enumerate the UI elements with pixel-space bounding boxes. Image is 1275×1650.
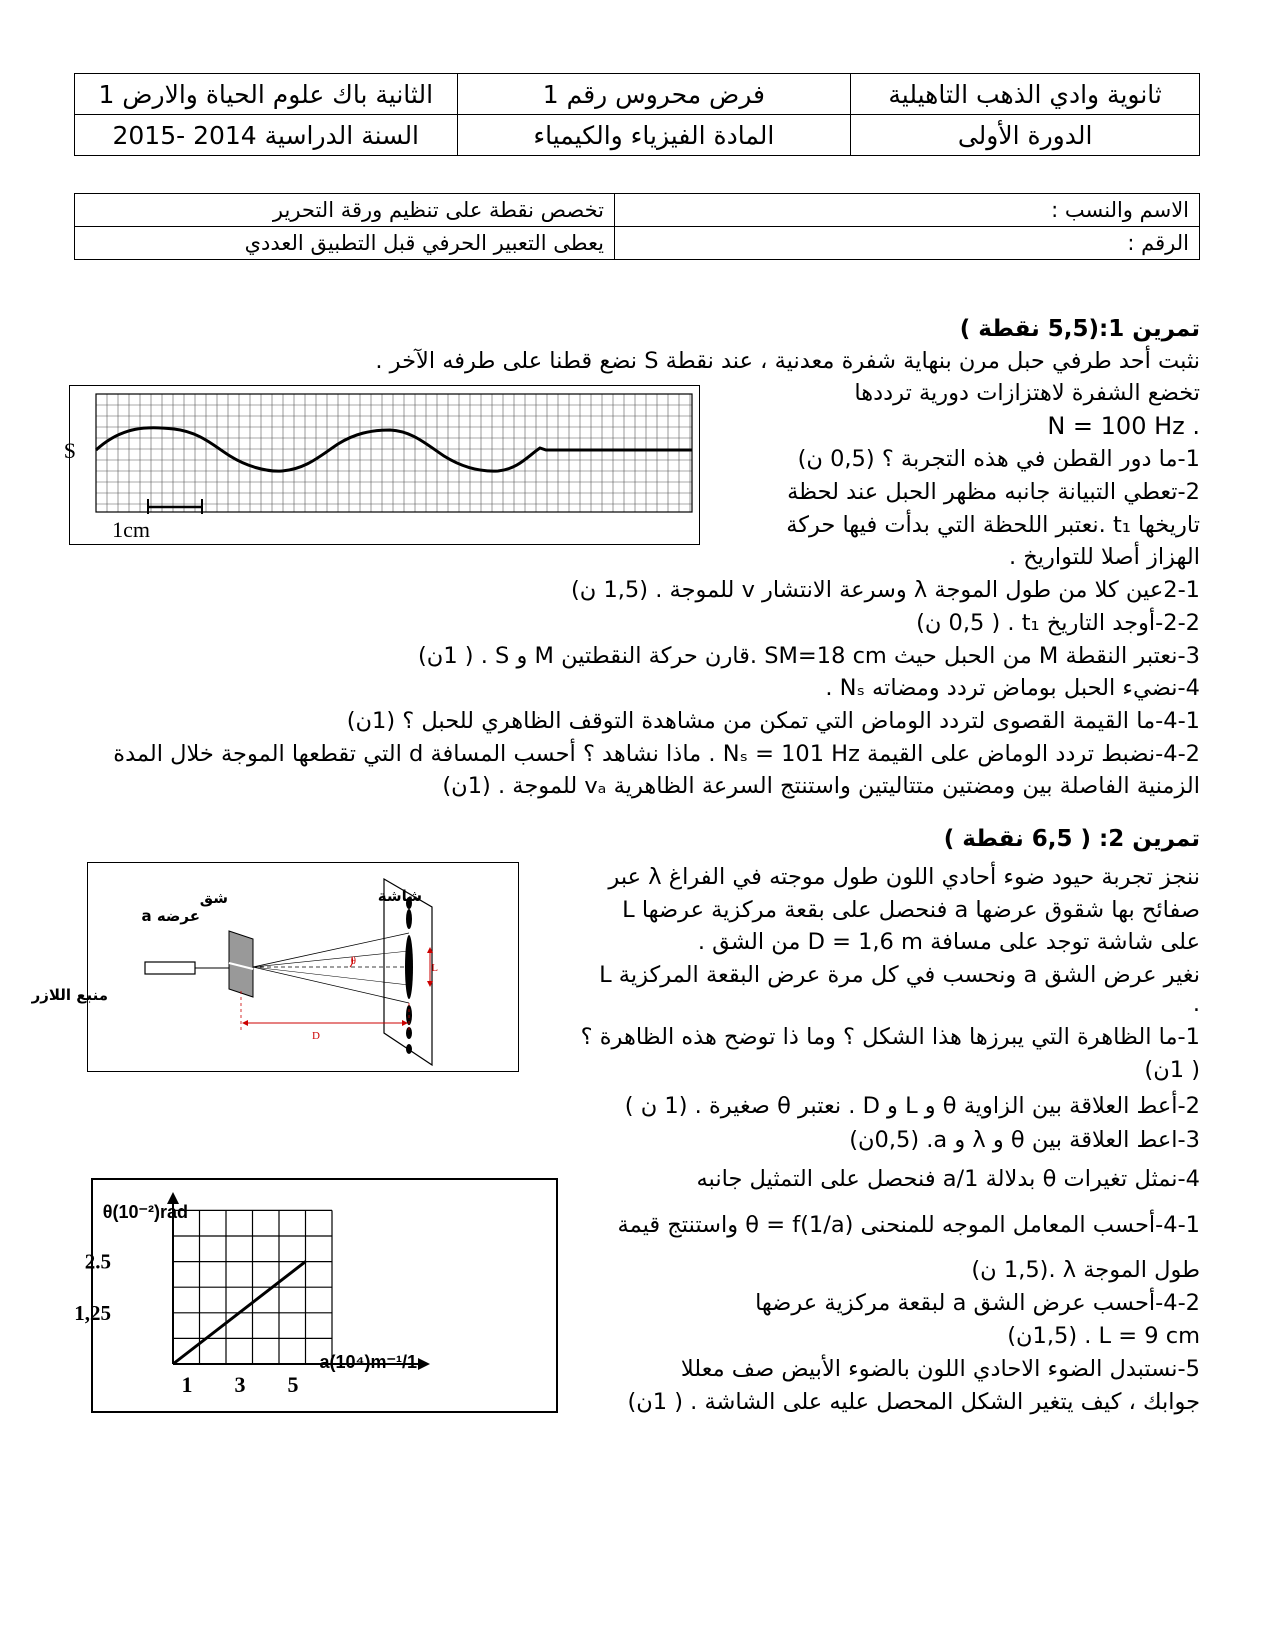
- note-literal-expression: يعطى التعبير الحرفي قبل التطبيق العددي: [75, 227, 615, 260]
- source-point-label: S: [63, 438, 76, 463]
- ex2-line: 4-نمثل تغيرات θ بدلالة 1/a فنحصل على التمثيل جانبه: [696, 1166, 1200, 1192]
- name-field-label: الاسم والنسب :: [615, 194, 1200, 227]
- laser-label: منبع اللازر: [31, 986, 108, 1004]
- ex2-line: 5-نستبدل الضوء الاحادي اللون بالضوء الأبيض صف معللا: [680, 1356, 1200, 1382]
- y-tick-label: 2.5: [84, 1249, 111, 1274]
- ex1-line: نثبت أحد طرفي حبل مرن بنهاية شفرة معدنية ، عند نقطة S نضع قطنا على طرفه الآخر .: [375, 348, 1200, 374]
- ex1-line: 3-نعتبر النقطة M من الحبل حيث SM=18 cm .قارن حركة النقطتين M و S . ( 1ن): [418, 643, 1200, 669]
- theta-vs-inverse-a-chart: [74, 1178, 558, 1413]
- ex1-line: تخضع الشفرة لاهتزازات دورية ترددها: [854, 380, 1200, 406]
- ex1-line: 4-نضيء الحبل بوماض تردد ومضاته Nₛ .: [825, 675, 1200, 701]
- slit-width-label: عرضه a: [141, 907, 200, 925]
- student-info-table: [74, 193, 1200, 260]
- D-label: D: [312, 1030, 320, 1042]
- wave-curve: [96, 428, 692, 471]
- slit-label: شق: [199, 889, 228, 907]
- chart-svg: [74, 1180, 556, 1411]
- ex2-line: طول الموجة λ .(1,5 ن): [971, 1257, 1200, 1283]
- x-axis-label: 1/a(10⁴)m⁻¹: [319, 1352, 417, 1372]
- ex1-line: الزمنية الفاصلة بين ومضتين متتاليتين واستنتج السرعة الظاهرية vₐ للموجة . (1ن): [442, 773, 1200, 799]
- header-table: [74, 73, 1200, 156]
- ex2-line: .: [1192, 991, 1200, 1017]
- L-label: L: [431, 962, 438, 974]
- beam-edge: [253, 967, 409, 1003]
- x-axis-arrow: [418, 1358, 430, 1370]
- rope-wave-diagram: [63, 386, 699, 544]
- ex2-title: تمرين 2: ( 6,5 نقطة ): [943, 826, 1200, 852]
- ex2-line: 4-1-أحسب المعامل الموجه للمنحنى θ = f(1/a) واستنتج قيمة: [617, 1212, 1200, 1238]
- class-level: الثانية باك علوم الحياة والارض 1: [75, 74, 458, 115]
- ex1-line: تاريخها t₁ .نعتبر اللحظة التي بدأت فيها حركة: [786, 512, 1200, 538]
- session: الدورة الأولى: [851, 115, 1200, 156]
- subject: المادة الفيزياء والكيمياء: [457, 115, 851, 156]
- beam-ray: [253, 951, 409, 967]
- beam-edge: [253, 933, 409, 967]
- x-tick-label: 5: [287, 1372, 299, 1397]
- screen-label: شاشة: [377, 887, 422, 905]
- beam-ray: [253, 967, 409, 985]
- school-year: السنة الدراسية 2014 -2015: [75, 115, 458, 156]
- ex2-line: على شاشة توجد على مسافة D = 1,6 m من الشق .: [697, 929, 1200, 955]
- scale-label: 1cm: [112, 517, 150, 542]
- ex2-line: 2-أعط العلاقة بين الزاوية θ و L و D . نعتبر θ صغيرة . (1 ن ): [624, 1093, 1200, 1119]
- ex2-line: L = 9 cm . (1,5ن): [1007, 1323, 1200, 1349]
- ex1-line: 4-2-نضبط تردد الوماض على القيمة Nₛ = 101 Hz . ماذا نشاهد ؟ أحسب المسافة d التي تقطعها الموجة خلال المدة: [113, 741, 1200, 767]
- ex2-line: 3-اعط العلاقة بين θ و λ و a. (0,5ن): [849, 1127, 1200, 1153]
- y-axis-label: θ(10⁻²)rad: [102, 1202, 188, 1222]
- ex1-line: 2-تعطي التبيانة جانبه مظهر الحبل عند لحظة: [787, 479, 1200, 505]
- ex2-line: صفائح بها شقوق عرضها a فنحصل على بقعة مركزية عرضها L: [622, 897, 1200, 923]
- ex1-line: 2-1عين كلا من طول الموجة λ وسرعة الانتشار v للموجة . (1,5 ن): [571, 577, 1200, 603]
- ex2-line: جوابك ، كيف يتغير الشكل المحصل عليه على الشاشة . ( 1ن): [627, 1389, 1200, 1415]
- ex1-line: الهزاز أصلا للتواريخ .: [1008, 544, 1200, 570]
- x-tick-label: 3: [234, 1372, 246, 1397]
- ex1-line: 4-1-ما القيمة القصوى لتردد الوماض التي تمكن من مشاهدة التوقف الظاهري للحبل ؟ (1ن): [346, 708, 1200, 734]
- ex2-line: ( 1ن): [1144, 1057, 1200, 1083]
- ex1-line: . N = 100 Hz: [1047, 412, 1200, 440]
- y-tick-label: 1,25: [74, 1300, 111, 1325]
- note-organization: تخصص نقطة على تنظيم ورقة التحرير: [75, 194, 615, 227]
- ex2-line: 4-2-أحسب عرض الشق a لبقعة مركزية عرضها: [755, 1290, 1200, 1316]
- number-field-label: الرقم :: [615, 227, 1200, 260]
- ex1-line: 2-2-أوجد التاريخ t₁ . ( 0,5 ن): [916, 610, 1200, 636]
- theta-label: θ: [350, 955, 356, 967]
- diffraction-pattern: [405, 897, 413, 1054]
- ex1-title: تمرين 1:(5,5 نقطة ): [959, 316, 1200, 342]
- exam-title: فرض محروس رقم 1: [457, 74, 851, 115]
- diffraction-setup-diagram: [31, 863, 518, 1071]
- laser-source: [145, 962, 195, 974]
- ex1-line: 1-ما دور القطن في هذه التجربة ؟ (0,5 ن): [797, 446, 1200, 472]
- diffraction-setup-figure: [31, 862, 519, 1072]
- ex2-line: 1-ما الظاهرة التي يبرزها هذا الشكل ؟ وما ذا توضح هذه الظاهرة ؟: [580, 1024, 1200, 1050]
- ex2-line: ننجز تجربة حيود ضوء أحادي اللون طول موجته في الفراغ λ عبر: [608, 864, 1200, 890]
- x-tick-label: 1: [181, 1372, 193, 1397]
- ex2-line: نغير عرض الشق a ونحسب في كل مرة عرض البقعة المركزية L: [599, 962, 1200, 988]
- rope-wave-figure: [63, 385, 700, 545]
- school-name: ثانوية وادي الذهب التاهيلية: [851, 74, 1200, 115]
